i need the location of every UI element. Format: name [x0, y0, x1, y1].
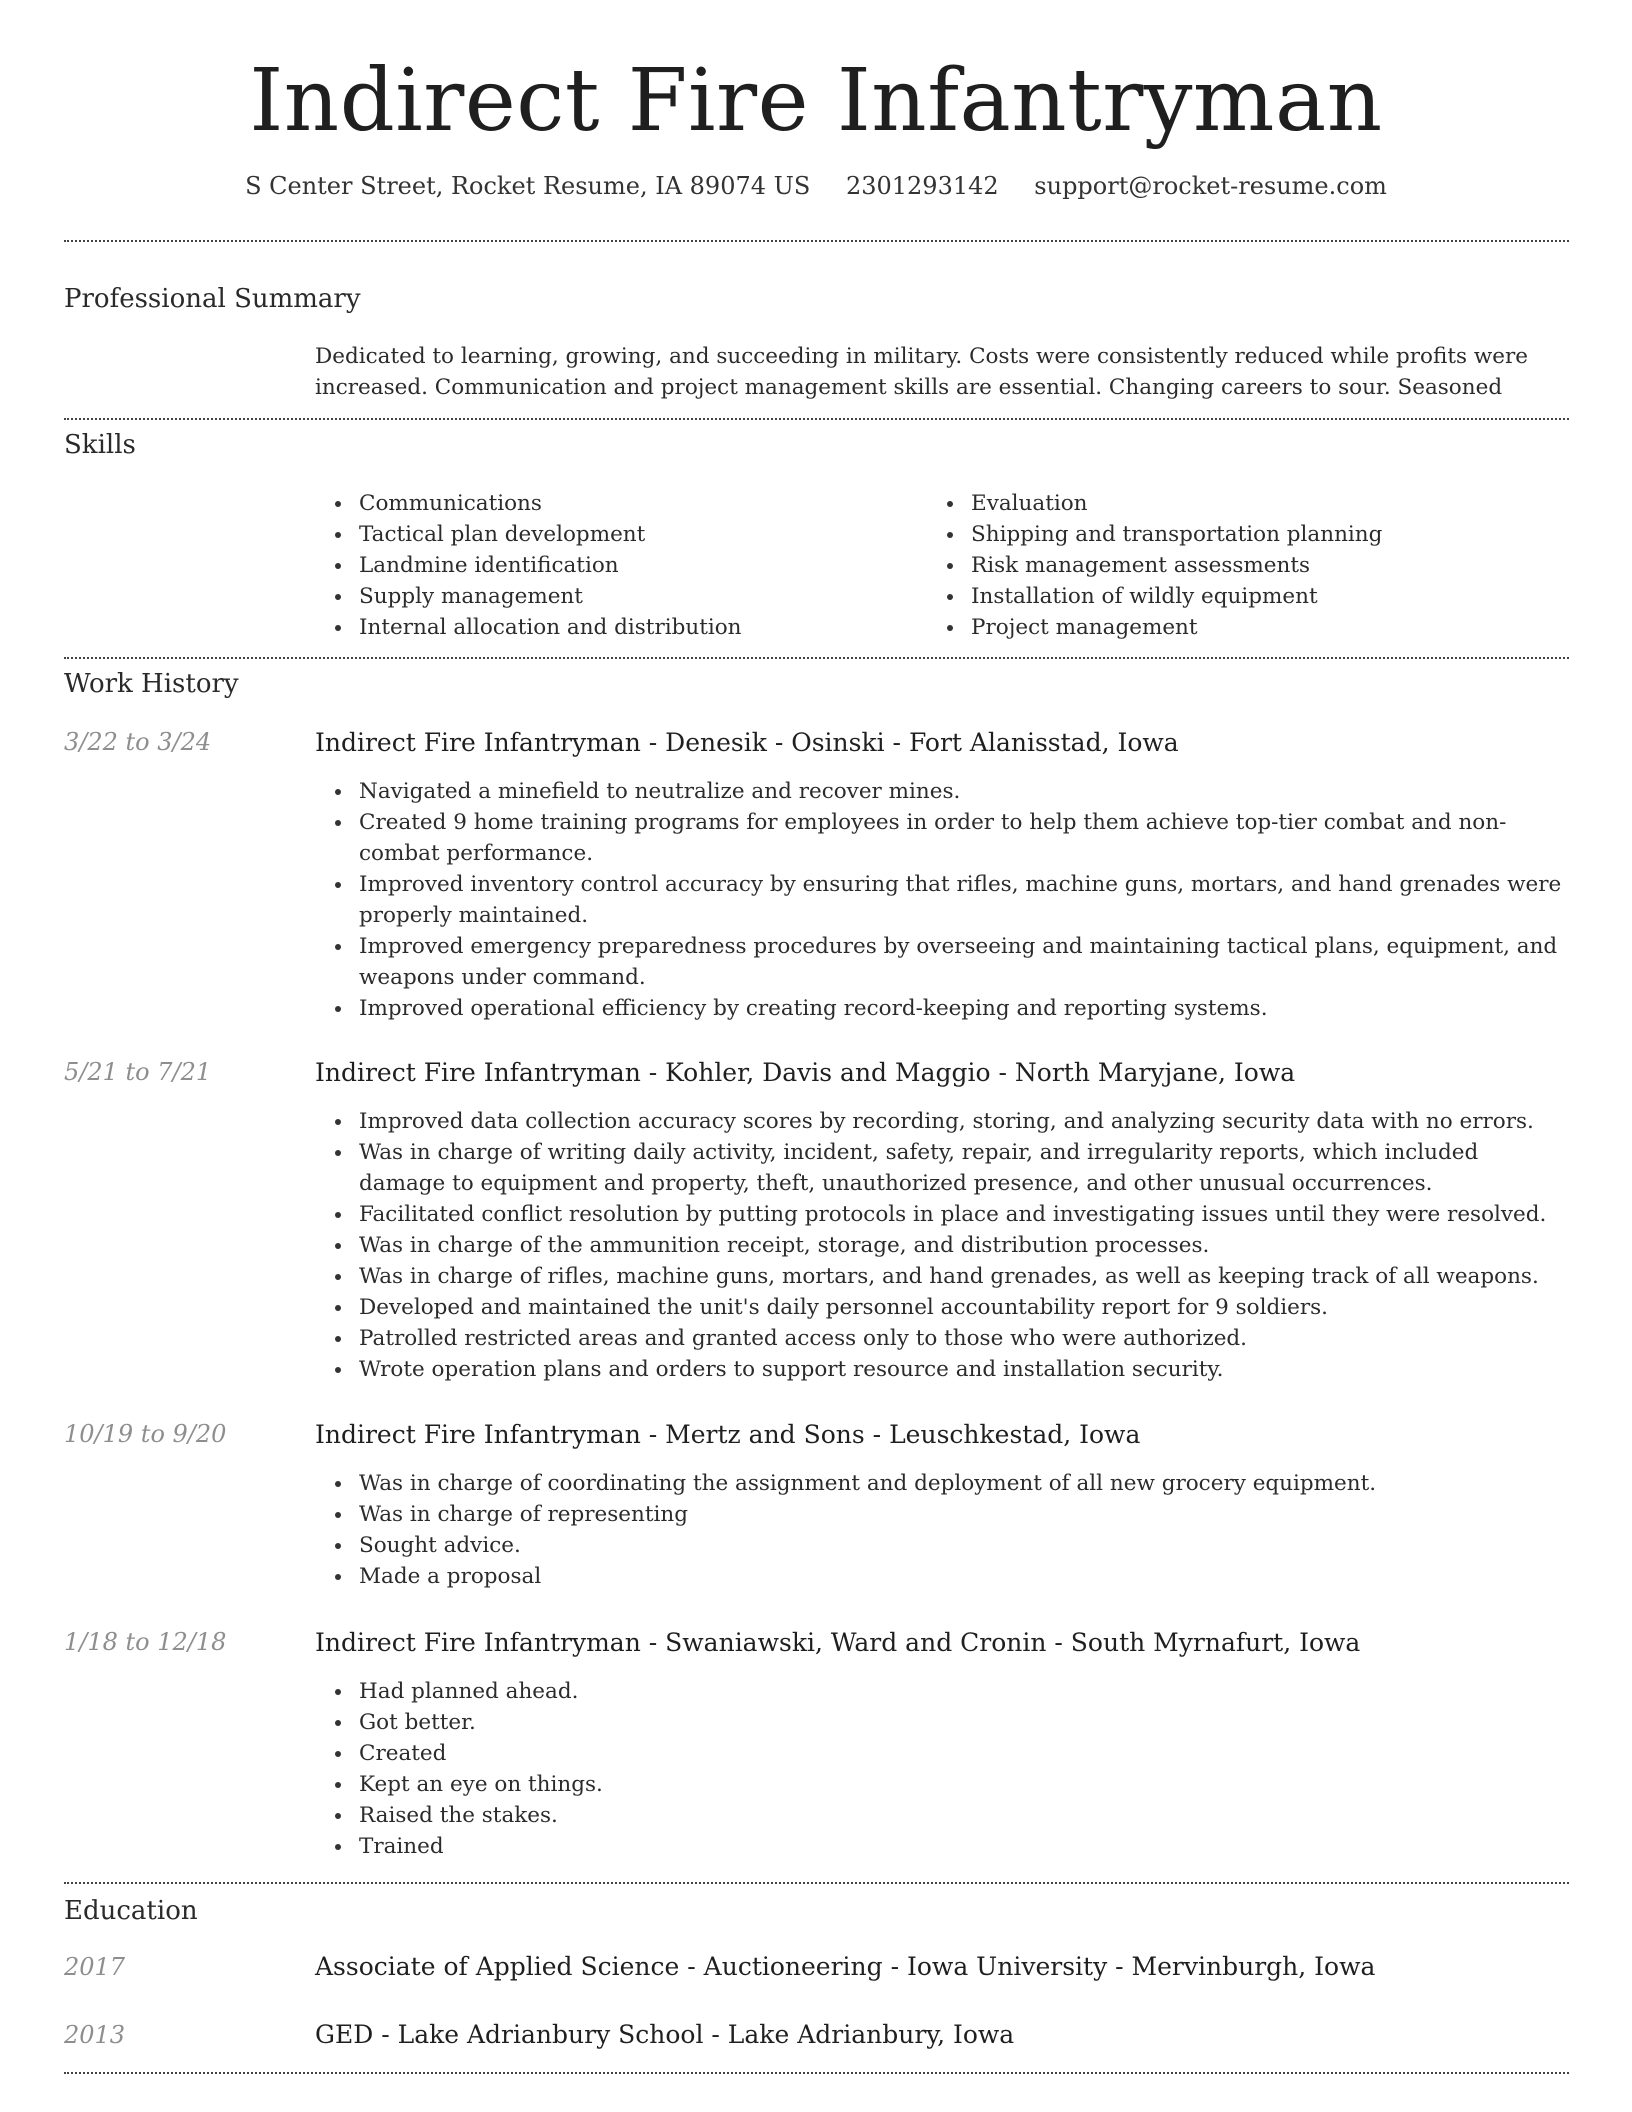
summary-text: Dedicated to learning, growing, and succeeding in military. Costs were consistently reduced while profits were increased. Communication and project management skills are essential. Changing careers to sour. Seasoned [315, 344, 1528, 400]
skill-item: Communications [315, 488, 742, 519]
job-bullet: Raised the stakes. [315, 1800, 1569, 1831]
job-title: Indirect Fire Infantryman - Mertz and Sons - Leuschkestad, Iowa [315, 1420, 1141, 1449]
job-title: Indirect Fire Infantryman - Kohler, Davis and Maggio - North Maryjane, Iowa [315, 1058, 1296, 1087]
job-bullet: Improved emergency preparedness procedures by overseeing and maintaining tactical plans, equipment, and weapons under command. [315, 931, 1569, 993]
job-date: 1/18 to 12/18 [64, 1628, 227, 1656]
skills-list-left [315, 488, 742, 643]
job-bullets [315, 1106, 1569, 1385]
candidate-name: Indirect Fire Infantryman [249, 51, 1383, 151]
job-bullet: Facilitated conflict resolution by putting protocols in place and investigating issues until they were resolved. [315, 1199, 1569, 1230]
job-bullet: Improved operational efficiency by creating record-keeping and reporting systems. [315, 993, 1569, 1024]
job-title: Indirect Fire Infantryman - Denesik - Osinski - Fort Alanisstad, Iowa [315, 728, 1179, 757]
education-date: 2017 [64, 1953, 126, 1981]
skill-item: Internal allocation and distribution [315, 612, 742, 643]
job-bullet: Sought advice. [315, 1530, 1569, 1561]
skill-item: Installation of wildly equipment [927, 581, 1382, 612]
job-bullet: Got better. [315, 1707, 1569, 1738]
skill-item: Supply management [315, 581, 742, 612]
skill-item: Risk management assessments [927, 550, 1382, 581]
job-bullet: Created 9 home training programs for employees in order to help them achieve top-tier combat and non-combat performance. [315, 807, 1569, 869]
job-bullet: Was in charge of representing [315, 1499, 1569, 1530]
job-bullet: Improved data collection accuracy scores by recording, storing, and analyzing security data with no errors. [315, 1106, 1569, 1137]
section-title-summary: Professional Summary [64, 284, 361, 314]
divider [64, 657, 1569, 659]
skills-list-right [927, 488, 1382, 643]
education-title: Associate of Applied Science - Auctioneering - Iowa University - Mervinburgh, Iowa [315, 1952, 1376, 1981]
education-date: 2013 [64, 2021, 126, 2049]
skill-item: Evaluation [927, 488, 1382, 519]
job-bullet: Made a proposal [315, 1561, 1569, 1592]
section-title-education: Education [64, 1896, 198, 1926]
job-bullets [315, 1468, 1569, 1592]
divider [64, 418, 1569, 420]
skill-item: Landmine identification [315, 550, 742, 581]
divider [64, 240, 1569, 242]
section-title-skills: Skills [64, 430, 136, 460]
contact-phone: 2301293142 [845, 172, 999, 200]
job-bullet: Navigated a minefield to neutralize and recover mines. [315, 776, 1569, 807]
job-bullet: Wrote operation plans and orders to support resource and installation security. [315, 1354, 1569, 1385]
skill-item: Project management [927, 612, 1382, 643]
job-bullet: Trained [315, 1831, 1569, 1862]
job-bullets [315, 1676, 1569, 1862]
job-bullet: Created [315, 1738, 1569, 1769]
job-bullet: Had planned ahead. [315, 1676, 1569, 1707]
divider [64, 2072, 1569, 2074]
job-bullet: Patrolled restricted areas and granted access only to those who were authorized. [315, 1323, 1569, 1354]
skill-item: Shipping and transportation planning [927, 519, 1382, 550]
job-bullet: Developed and maintained the unit's daily personnel accountability report for 9 soldiers. [315, 1292, 1569, 1323]
education-title: GED - Lake Adrianbury School - Lake Adrianbury, Iowa [315, 2020, 1015, 2049]
job-bullet: Was in charge of writing daily activity, incident, safety, repair, and irregularity reports, which included damage to equipment and property, theft, unauthorized presence, and other unusual occurrences. [315, 1137, 1569, 1199]
job-date: 5/21 to 7/21 [64, 1058, 212, 1086]
job-bullet: Improved inventory control accuracy by ensuring that rifles, machine guns, mortars, and hand grenades were properly maintained. [315, 869, 1569, 931]
job-date: 3/22 to 3/24 [64, 728, 212, 756]
job-title: Indirect Fire Infantryman - Swaniawski, Ward and Cronin - South Myrnafurt, Iowa [315, 1628, 1361, 1657]
job-bullet: Kept an eye on things. [315, 1769, 1569, 1800]
job-date: 10/19 to 9/20 [64, 1420, 227, 1448]
job-bullets [315, 776, 1569, 1024]
contact-email: support@rocket-resume.com [1034, 172, 1387, 200]
job-bullet: Was in charge of coordinating the assignment and deployment of all new grocery equipment. [315, 1468, 1569, 1499]
skill-item: Tactical plan development [315, 519, 742, 550]
contact-address: S Center Street, Rocket Resume, IA 89074 US [245, 172, 811, 200]
divider [64, 1882, 1569, 1884]
job-bullet: Was in charge of the ammunition receipt, storage, and distribution processes. [315, 1230, 1569, 1261]
section-title-work-history: Work History [64, 669, 239, 699]
job-bullet: Was in charge of rifles, machine guns, mortars, and hand grenades, as well as keeping track of all weapons. [315, 1261, 1569, 1292]
contact-line [0, 172, 1632, 200]
